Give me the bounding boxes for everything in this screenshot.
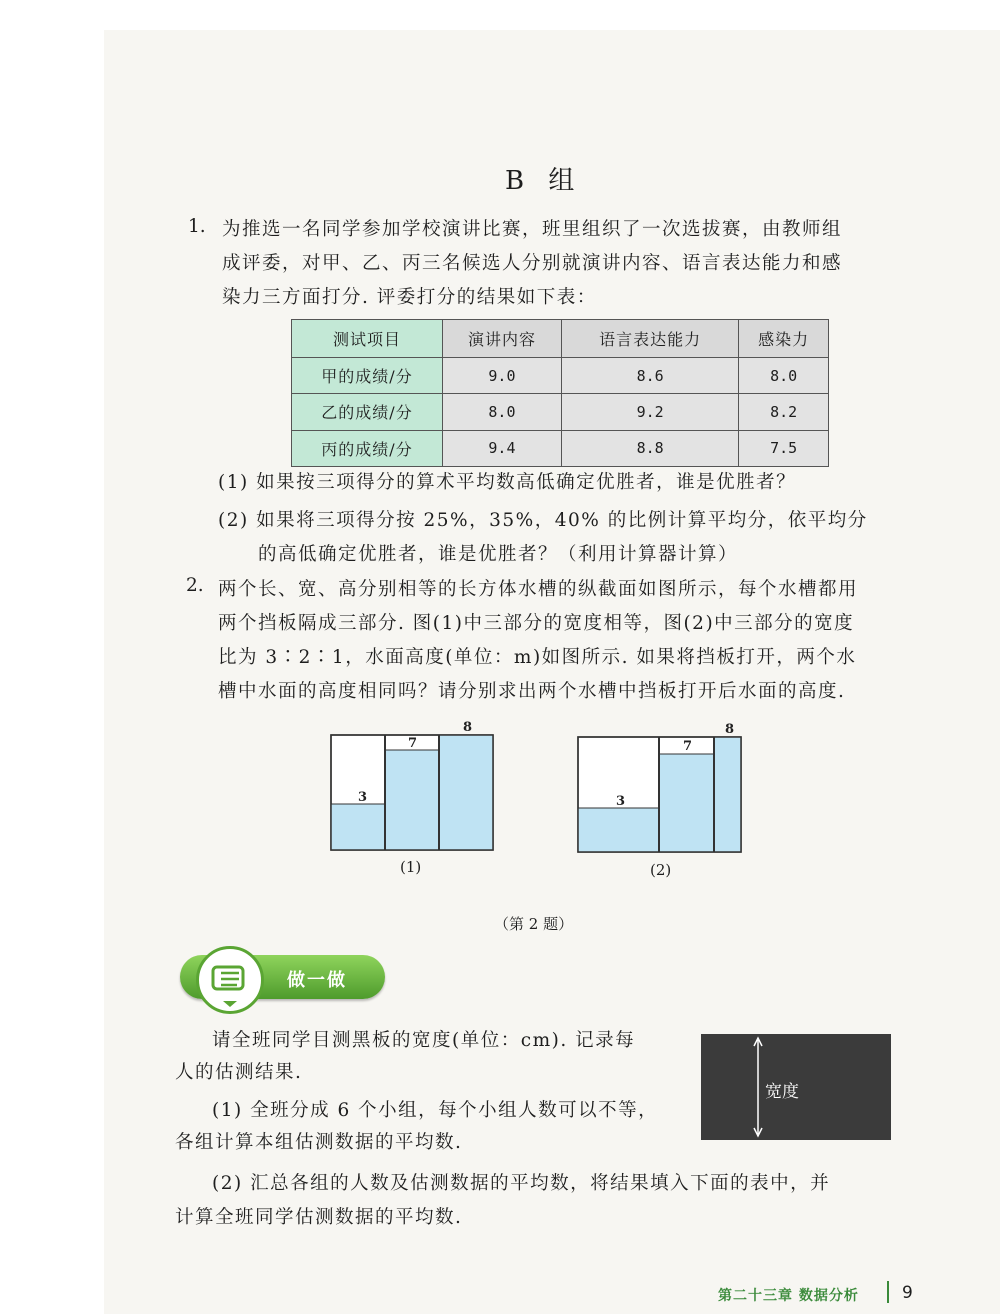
question-2-line: 两个挡板隔成三部分. 图(1)中三部分的宽度相等，图(2)中三部分的宽度 — [218, 613, 855, 634]
score-table — [291, 319, 829, 467]
water-tank-figure-2 — [575, 717, 747, 857]
table-header-cell: 感染力 — [739, 320, 829, 358]
water-fill-middle — [659, 754, 714, 852]
table-row — [292, 358, 829, 394]
activity-step2-line2: 计算全班同学估测数据的平均数. — [175, 1207, 463, 1228]
table-row — [292, 394, 829, 430]
water-fill-middle — [385, 750, 439, 850]
question-1-line: 成评委，对甲、乙、丙三名候选人分别就演讲内容、语言表达能力和感 — [222, 253, 843, 274]
question-1-sub1: (1) 如果按三项得分的算术平均数高低确定优胜者，谁是优胜者？ — [218, 472, 797, 493]
question-2-text — [218, 573, 858, 709]
question-2-number: 2. — [186, 575, 204, 596]
page-number: 9 — [902, 1283, 913, 1303]
table-cell: 9.2 — [561, 394, 738, 430]
activity-intro-line2: 人的估测结果. — [175, 1062, 303, 1083]
blackboard-width-label: 宽度 — [765, 1082, 799, 1102]
table-cell: 9.0 — [443, 358, 562, 394]
height-label: 3 — [616, 794, 626, 809]
section-title: B 组 — [505, 166, 583, 196]
table-row-label: 甲的成绩/分 — [292, 358, 443, 394]
table-cell: 8.0 — [739, 358, 829, 394]
table-header-cell: 测试项目 — [292, 320, 443, 358]
figure-1-caption: (1) — [400, 858, 422, 876]
table-header-row — [292, 320, 829, 358]
question-1-line: 为推选一名同学参加学校演讲比赛，班里组织了一次选拔赛，由教师组 — [222, 219, 843, 240]
activity-banner-label: 做一做 — [287, 970, 347, 991]
figure-2-caption: (2) — [650, 861, 672, 879]
question-1-sub2-line1: (2) 如果将三项得分按 25%，35%，40% 的比例计算平均分，依平均分 — [218, 510, 868, 531]
table-row — [292, 430, 829, 466]
table-header-cell: 演讲内容 — [443, 320, 562, 358]
water-tank-figure-1 — [330, 715, 500, 855]
height-label: 7 — [683, 739, 693, 754]
activity-step1-line1: (1) 全班分成 6 个小组，每个小组人数可以不等， — [212, 1100, 659, 1121]
table-row-label: 丙的成绩/分 — [292, 430, 443, 466]
figure-caption: （第 2 题） — [494, 915, 574, 933]
chapter-footer: 第二十三章 数据分析 — [718, 1288, 859, 1304]
question-1-text — [222, 213, 842, 315]
table-row-label: 乙的成绩/分 — [292, 394, 443, 430]
hand-icon — [196, 946, 264, 1014]
table-cell: 8.2 — [739, 394, 829, 430]
question-2-line: 两个长、宽、高分别相等的长方体水槽的纵截面如图所示，每个水槽都用 — [218, 579, 859, 600]
height-label: 7 — [408, 736, 418, 751]
water-fill-right — [714, 737, 741, 852]
table-header-cell: 语言表达能力 — [561, 320, 738, 358]
activity-step1-line2: 各组计算本组估测数据的平均数. — [175, 1132, 463, 1153]
question-1-line: 染力三方面打分. 评委打分的结果如下表： — [222, 287, 597, 308]
water-fill-left — [578, 808, 659, 852]
activity-step2-line1: (2) 汇总各组的人数及估测数据的平均数，将结果填入下面的表中，并 — [212, 1173, 831, 1194]
activity-intro-line1: 请全班同学目测黑板的宽度(单位：cm). 记录每 — [212, 1030, 636, 1051]
table-cell: 8.0 — [443, 394, 562, 430]
table-cell: 9.4 — [443, 430, 562, 466]
water-fill-left — [331, 804, 385, 850]
height-label: 8 — [463, 720, 473, 735]
table-cell: 7.5 — [739, 430, 829, 466]
question-1-sub2-line2: 的高低确定优胜者，谁是优胜者？（利用计算器计算） — [258, 544, 739, 565]
height-label: 8 — [725, 722, 735, 737]
water-fill-right — [439, 735, 493, 850]
footer-divider — [887, 1281, 889, 1303]
question-2-line: 槽中水面的高度相同吗？请分别求出两个水槽中挡板打开后水面的高度. — [218, 681, 846, 702]
table-cell: 8.8 — [561, 430, 738, 466]
table-cell: 8.6 — [561, 358, 738, 394]
height-label: 3 — [358, 790, 368, 805]
question-1-number: 1. — [188, 216, 206, 237]
question-2-line: 比为 3∶2∶1，水面高度(单位：m)如图所示. 如果将挡板打开，两个水 — [218, 647, 857, 668]
